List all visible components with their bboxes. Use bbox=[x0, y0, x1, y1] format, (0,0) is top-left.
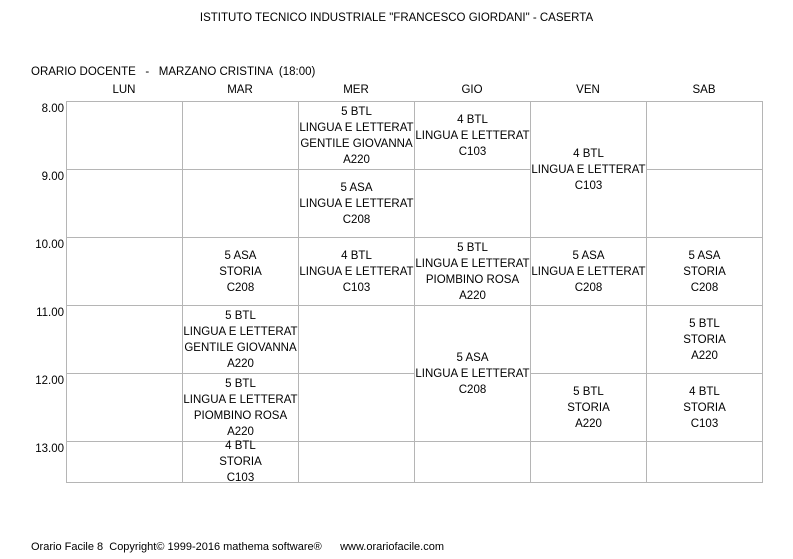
empty-cell bbox=[66, 237, 183, 306]
empty-cell bbox=[414, 441, 531, 483]
copyright-text: Orario Facile 8 Copyright© 1999-2016 mathema software® bbox=[31, 541, 322, 553]
lesson-details bbox=[415, 112, 529, 160]
day-header-lun: LUN bbox=[112, 84, 136, 96]
website-link[interactable]: www.orariofacile.com bbox=[340, 541, 444, 553]
lesson-class: 5 BTL bbox=[457, 241, 488, 254]
empty-cell bbox=[182, 169, 299, 238]
day-header-mer: MER bbox=[343, 84, 369, 96]
day-header-ven: VEN bbox=[576, 84, 600, 96]
lesson-room: C103 bbox=[690, 417, 719, 430]
lesson-room: C103 bbox=[342, 281, 371, 294]
lesson-details bbox=[531, 146, 645, 194]
lesson-room: A220 bbox=[691, 349, 718, 362]
lesson-class: 5 BTL bbox=[225, 309, 256, 322]
lesson-details bbox=[299, 248, 413, 296]
empty-cell bbox=[66, 101, 183, 170]
lesson-class: 5 BTL bbox=[225, 377, 256, 390]
lesson-details bbox=[415, 350, 529, 398]
time-label: 8.00 bbox=[41, 103, 64, 115]
lesson-class: 5 ASA bbox=[340, 181, 373, 194]
lesson-cell bbox=[414, 101, 531, 170]
lesson-class: 5 ASA bbox=[224, 249, 257, 262]
time-label: 13.00 bbox=[35, 443, 64, 455]
lesson-subject: STORIA bbox=[567, 401, 610, 414]
lesson-details bbox=[683, 316, 726, 364]
lesson-cell bbox=[298, 169, 415, 238]
lesson-cell bbox=[298, 237, 415, 306]
lesson-class: 5 BTL bbox=[341, 105, 372, 118]
lesson-co-teacher: GENTILE GIOVANNA bbox=[300, 137, 413, 150]
lesson-cell bbox=[182, 373, 299, 442]
empty-cell bbox=[182, 101, 299, 170]
lesson-cell bbox=[530, 237, 647, 306]
day-header-sab: SAB bbox=[692, 84, 716, 96]
lesson-details bbox=[219, 248, 262, 296]
lesson-details bbox=[567, 384, 610, 432]
empty-cell bbox=[66, 305, 183, 374]
empty-cell bbox=[66, 169, 183, 238]
lesson-cell bbox=[182, 305, 299, 374]
lesson-subject: LINGUA E LETTERAT bbox=[299, 197, 414, 210]
time-label: 9.00 bbox=[41, 171, 64, 183]
empty-cell bbox=[646, 101, 763, 170]
lesson-class: 5 ASA bbox=[688, 249, 721, 262]
lesson-class: 4 BTL bbox=[225, 440, 256, 452]
footer bbox=[31, 541, 444, 553]
lesson-room: C208 bbox=[226, 281, 255, 294]
teacher-schedule-title: ORARIO DOCENTE - MARZANO CRISTINA (18:00) bbox=[31, 66, 316, 78]
lesson-room: C208 bbox=[690, 281, 719, 294]
lesson-cell bbox=[530, 101, 647, 238]
lesson-cell bbox=[646, 373, 763, 442]
empty-cell bbox=[298, 441, 415, 483]
lesson-room: A220 bbox=[575, 417, 602, 430]
lesson-details bbox=[415, 240, 529, 304]
lesson-co-teacher: PIOMBINO ROSA bbox=[193, 409, 288, 422]
lesson-subject: STORIA bbox=[683, 333, 726, 346]
time-label: 11.00 bbox=[36, 307, 64, 319]
lesson-details bbox=[531, 248, 645, 296]
lesson-co-teacher: PIOMBINO ROSA bbox=[425, 273, 520, 286]
lesson-details bbox=[183, 376, 297, 440]
lesson-subject: LINGUA E LETTERAT bbox=[531, 265, 646, 278]
lesson-details bbox=[683, 248, 726, 296]
empty-cell bbox=[530, 441, 647, 483]
day-header-mar: MAR bbox=[227, 84, 253, 96]
lesson-room: C103 bbox=[458, 145, 487, 158]
lesson-class: 5 BTL bbox=[689, 317, 720, 330]
lesson-room: C103 bbox=[574, 179, 603, 192]
lesson-subject: STORIA bbox=[683, 401, 726, 414]
lesson-cell bbox=[646, 305, 763, 374]
lesson-cell bbox=[298, 101, 415, 170]
lesson-room: C208 bbox=[458, 383, 487, 396]
lesson-room: A220 bbox=[227, 425, 254, 438]
lesson-subject: STORIA bbox=[219, 265, 262, 278]
lesson-room: A220 bbox=[343, 153, 370, 166]
lesson-class: 5 ASA bbox=[456, 351, 489, 364]
empty-cell bbox=[414, 169, 531, 238]
lesson-subject: LINGUA E LETTERAT bbox=[415, 367, 530, 380]
empty-cell bbox=[646, 169, 763, 238]
lesson-subject: LINGUA E LETTERAT bbox=[299, 265, 414, 278]
lesson-room: A220 bbox=[227, 357, 254, 370]
lesson-subject: LINGUA E LETTERAT bbox=[415, 257, 530, 270]
lesson-subject: STORIA bbox=[683, 265, 726, 278]
empty-cell bbox=[530, 305, 647, 374]
lesson-cell bbox=[414, 237, 531, 306]
lesson-cell bbox=[530, 373, 647, 442]
empty-cell bbox=[66, 441, 183, 483]
lesson-class: 4 BTL bbox=[689, 385, 720, 398]
lesson-subject: LINGUA E LETTERAT bbox=[299, 121, 414, 134]
time-label: 12.00 bbox=[35, 375, 64, 387]
lesson-co-teacher: GENTILE GIOVANNA bbox=[184, 341, 297, 354]
empty-cell bbox=[66, 373, 183, 442]
lesson-room: A220 bbox=[459, 289, 486, 302]
lesson-room: C208 bbox=[574, 281, 603, 294]
lesson-room: C208 bbox=[342, 213, 371, 226]
lesson-subject: LINGUA E LETTERAT bbox=[183, 393, 298, 406]
lesson-details bbox=[219, 438, 262, 486]
day-header-gio: GIO bbox=[461, 84, 483, 96]
empty-cell bbox=[646, 441, 763, 483]
lesson-room: C103 bbox=[226, 472, 255, 484]
empty-cell bbox=[298, 305, 415, 374]
lesson-subject: LINGUA E LETTERAT bbox=[415, 129, 530, 142]
lesson-subject: STORIA bbox=[219, 456, 262, 468]
lesson-cell bbox=[182, 237, 299, 306]
time-label: 10.00 bbox=[35, 239, 64, 251]
lesson-class: 5 ASA bbox=[572, 249, 605, 262]
school-title: ISTITUTO TECNICO INDUSTRIALE "FRANCESCO GIORDANI" - CASERTA bbox=[199, 12, 594, 24]
lesson-subject: LINGUA E LETTERAT bbox=[531, 163, 646, 176]
lesson-subject: LINGUA E LETTERAT bbox=[183, 325, 298, 338]
lesson-details bbox=[299, 180, 413, 228]
lesson-class: 5 BTL bbox=[573, 385, 604, 398]
lesson-details bbox=[683, 384, 726, 432]
lesson-cell bbox=[414, 305, 531, 442]
empty-cell bbox=[298, 373, 415, 442]
lesson-cell bbox=[182, 441, 299, 483]
lesson-class: 4 BTL bbox=[573, 147, 604, 160]
lesson-details bbox=[299, 104, 413, 168]
lesson-details bbox=[183, 308, 297, 372]
lesson-class: 4 BTL bbox=[341, 249, 372, 262]
lesson-cell bbox=[646, 237, 763, 306]
lesson-class: 4 BTL bbox=[457, 113, 488, 126]
